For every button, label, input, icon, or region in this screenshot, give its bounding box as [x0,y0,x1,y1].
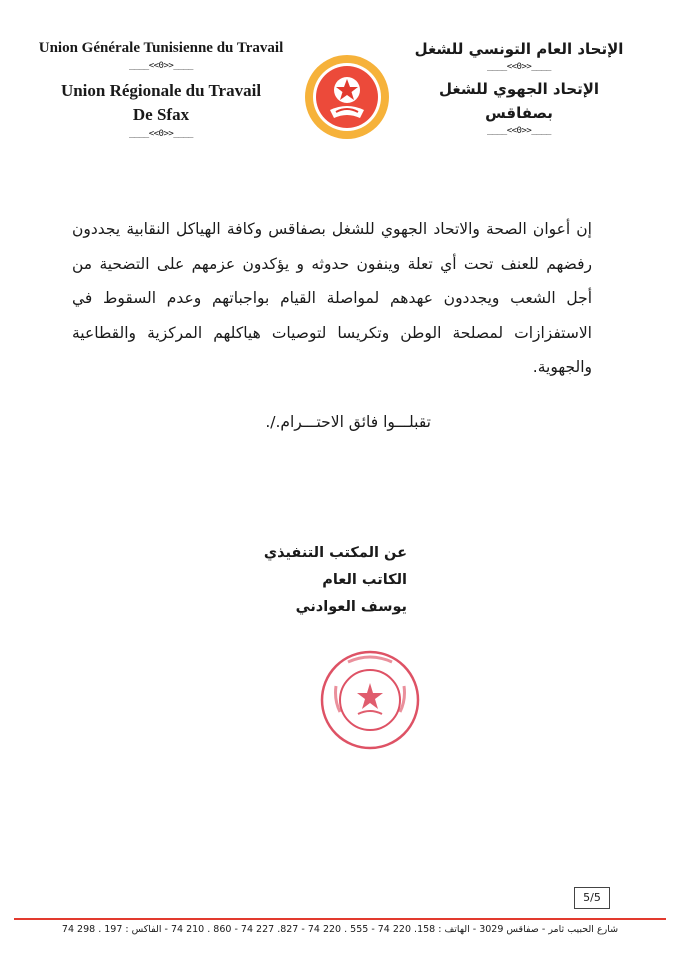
header-separator: ____<<0>>____ [487,126,551,136]
page-number: 5/5 [574,887,610,909]
statement-paragraph: إن أعوان الصحة والاتحاد الجهوي للشغل بصفاقس وكافة الهياكل النقابية يجددون رفضهم للعنف تحت أي تعلة وينفون حدوثه و يؤكدون عزمهم على التضحية من أجل الشعب ويجددون عهدهم لمواصلة القيام بواجباتهم وعدم السقوط في الاستفزازات لمصلحة الوطن وتكريسا لتوصيات هياكلهم المركزية والقطاعية والجهوية. [72,220,592,376]
footer-divider [14,918,666,920]
header-separator: ____<<0>>____ [129,61,193,71]
header-separator: ____<<0>>____ [129,129,193,139]
signature-block [264,540,407,621]
signature-title: الكاتب العام [322,572,407,588]
french-header [26,40,296,139]
closing-salutation: تقبلـــوا فائق الاحتـــرام./. [265,413,431,431]
arabic-regional-union: الإتحاد الجهوي للشغل [438,80,600,98]
french-city: De Sfax [132,105,190,124]
arabic-header [399,40,639,136]
arabic-city: بصفاقس [485,104,553,122]
ugtt-logo [302,52,392,142]
french-regional-union: Union Régionale du Travail [60,81,262,100]
french-org-name: Union Générale Tunisienne du Travail [38,40,284,56]
footer-contact-line: شارع الحبيب ثامر - صفاقس 3029 - الهاتف : 158. 220 74 - 555 . 220 74 - 827. 227 74 - 860 . 210 74 - الفاكس : 197 . 298 74 [61,924,619,935]
official-stamp-icon [318,648,422,752]
header-separator: ____<<0>>____ [487,62,551,72]
signatory-name: يوسف العوادني [295,599,407,615]
signature-on-behalf: عن المكتب التنفيذي [263,545,407,561]
arabic-org-name: الإتحاد العام التونسي للشغل [414,40,624,58]
